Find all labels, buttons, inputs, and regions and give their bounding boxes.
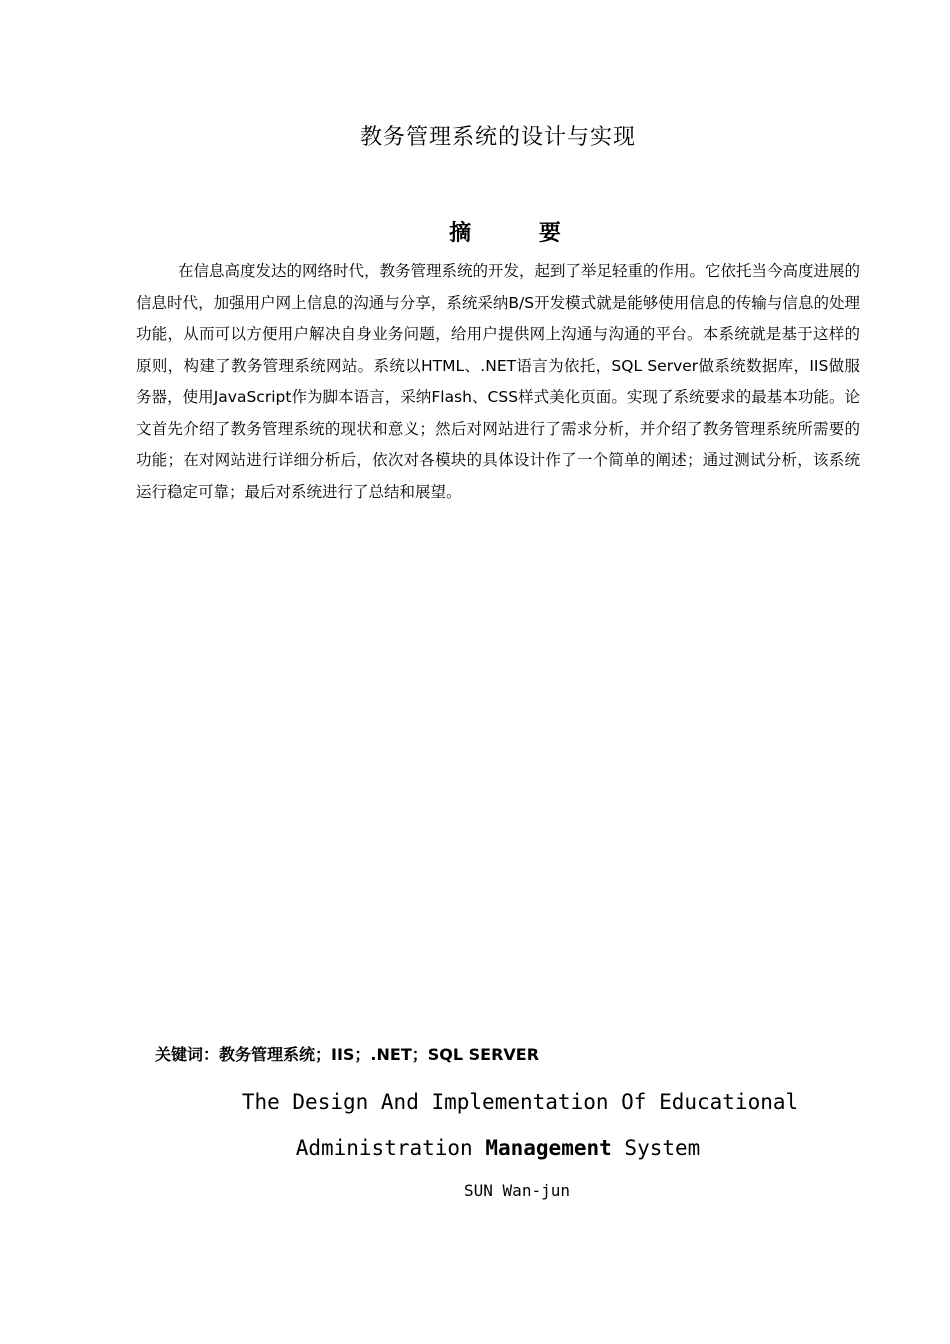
abstract-heading: 摘 要 (449, 221, 591, 246)
document-title: 教务管理系统的设计与实现 (359, 125, 636, 150)
keywords-line: 关键词：教务管理系统；IIS；.NET；SQL SERVER (155, 1045, 540, 1064)
english-title-line2-part1: Administration (295, 1136, 486, 1160)
english-title-line2 (0, 1136, 950, 1160)
english-title-line1: The Design And Implementation Of Educational (241, 1090, 799, 1114)
abstract-body: 在信息高度发达的网络时代，教务管理系统的开发，起到了举足轻重的作用。它依托当今高度进展的信息时代，加强用户网上信息的沟通与分享，系统采纳B/S开发模式就是能够使用信息的传输与信息的处理功能，从而可以方便用户解决自身业务问题，给用户提供网上沟通与沟通的平台。本系统就是基于这样的原则，构建了教务管理系统网站。系统以HTML、.NET语言为依托，SQL Server做系统数据库，IIS做服务器，使用JavaScript作为脚本语言，采纳Flash、CSS样式美化页面。实现了系统要求的最基本功能。论文首先介绍了教务管理系统的现状和意义；然后对网站进行了需求分析，并介绍了教务管理系统所需要的功能；在对网站进行详细分析后，依次对各模块的具体设计作了一个简单的阐述；通过测试分析，该系统运行稳定可靠；最后对系统进行了总结和展望。 (136, 262, 861, 501)
english-title-line2-part2: Management (485, 1136, 612, 1160)
author-name: SUN Wan-jun (464, 1181, 570, 1200)
english-title-line2-part3: System (611, 1136, 701, 1160)
